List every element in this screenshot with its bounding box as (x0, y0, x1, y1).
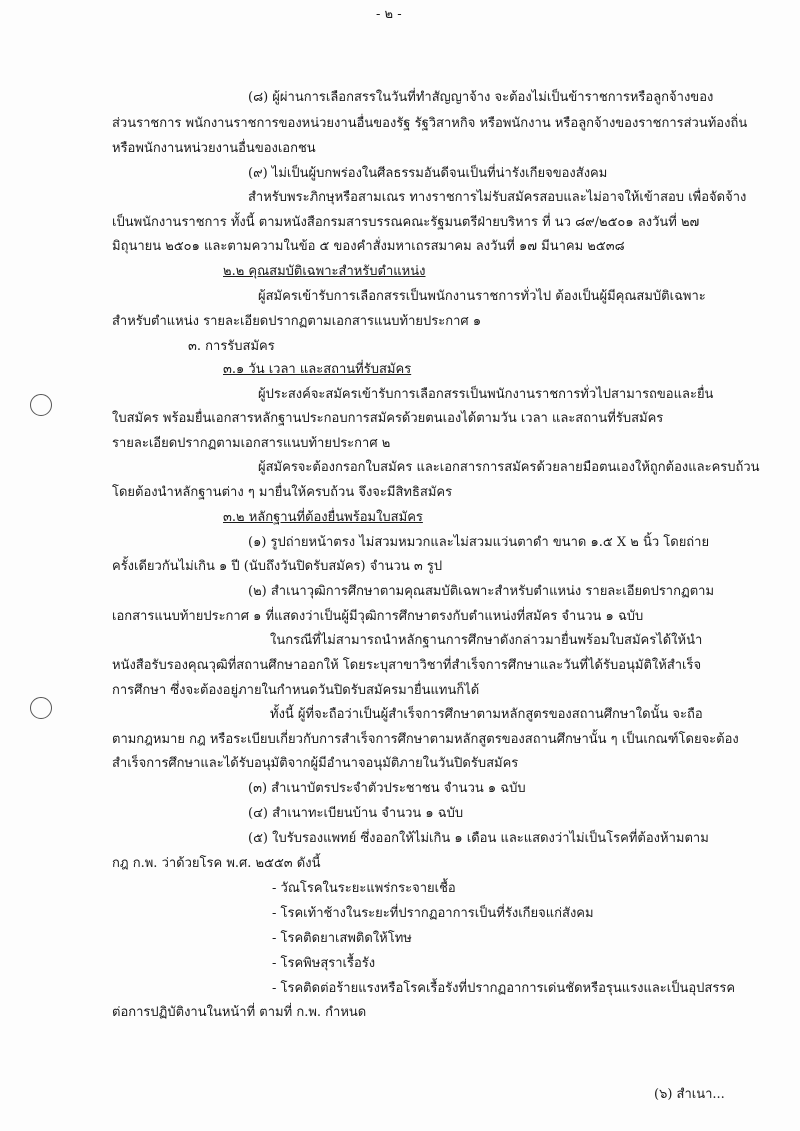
body-line: สำเร็จการศึกษาและได้รับอนุมัติจากผู้มีอำนาจอนุมัติภายในวันปิดรับสมัคร (112, 756, 519, 771)
body-line: สำหรับตำแหน่ง รายละเอียดปรากฏตามเอกสารแนบท้ายประกาศ ๑ (112, 314, 482, 329)
body-line: สำหรับพระภิกษุหรือสามเณร ทางราชการไม่รับสมัครสอบและไม่อาจให้เข้าสอบ เพื่อจัดจ้าง (248, 190, 747, 205)
body-line: ต่อการปฏิบัติงานในหน้าที่ ตามที่ ก.พ. กำหนด (112, 1005, 367, 1020)
body-line: ส่วนราชการ พนักงานราชการของหน่วยงานอื่นของรัฐ รัฐวิสาหกิจ หรือพนักงาน หรือลูกจ้างของราชการส่วนท้องถิ่น (112, 116, 748, 131)
body-line: หนังสือรับรองคุณวุฒิที่สถานศึกษาออกให้ โดยระบุสาขาวิชาที่สำเร็จการศึกษาและวันที่ได้รับอนุมัติให้สำเร็จ (112, 658, 702, 673)
list-item: - วัณโรคในระยะแพร่กระจายเชื้อ (272, 881, 456, 896)
list-item: - โรคเท้าช้างในระยะที่ปรากฏอาการเป็นที่รังเกียจแก่สังคม (272, 906, 594, 921)
section-heading: ๓.๑ วัน เวลา และสถานที่รับสมัคร (223, 362, 412, 377)
body-line: รายละเอียดปรากฏตามเอกสารแนบท้ายประกาศ ๒ (112, 436, 391, 451)
page-number: - ๒ - (376, 7, 402, 22)
body-line: (๙) ไม่เป็นผู้บกพร่องในศีลธรรมอันดีจนเป็นที่น่ารังเกียจของสังคม (248, 166, 608, 181)
body-line: ครั้งเดียวกันไม่เกิน ๑ ปี (นับถึงวันปิดรับสมัคร) จำนวน ๓ รูป (112, 559, 443, 574)
body-line: กฎ ก.พ. ว่าด้วยโรค พ.ศ. ๒๕๕๓ ดังนี้ (112, 856, 321, 871)
body-line: ผู้สมัครจะต้องกรอกใบสมัคร และเอกสารการสมัครด้วยลายมือตนเองให้ถูกต้องและครบถ้วน (258, 460, 760, 475)
list-item: - โรคพิษสุราเรื้อรัง (272, 956, 376, 971)
continuation-text: (๖) สำเนา... (654, 1087, 725, 1102)
punch-hole (30, 394, 52, 416)
body-line: (๔) สำเนาทะเบียนบ้าน จำนวน ๑ ฉบับ (248, 806, 464, 821)
body-line: (๒) สำเนาวุฒิการศึกษาตามคุณสมบัติเฉพาะสำหรับตำแหน่ง รายละเอียดปรากฏตาม (248, 584, 715, 599)
body-line: (๑) รูปถ่ายหน้าตรง ไม่สวมหมวกและไม่สวมแว่นตาดำ ขนาด ๑.๕ X ๒ นิ้ว โดยถ่าย (248, 535, 710, 550)
body-line: เป็นพนักงานราชการ ทั้งนี้ ตามหนังสือกรมสารบรรณคณะรัฐมนตรีฝ่ายบริหาร ที่ นว ๘๙/๒๕๐๑ ลงวันที่ ๒๗ (112, 215, 700, 230)
body-line: (๘) ผู้ผ่านการเลือกสรรในวันที่ทำสัญญาจ้าง จะต้องไม่เป็นข้าราชการหรือลูกจ้างของ (248, 90, 714, 105)
section-heading: ๓.๒ หลักฐานที่ต้องยื่นพร้อมใบสมัคร (223, 510, 423, 525)
body-line: (๕) ใบรับรองแพทย์ ซึ่งออกให้ไม่เกิน ๑ เดือน และแสดงว่าไม่เป็นโรคที่ต้องห้ามตาม (248, 831, 709, 846)
body-line: ทั้งนี้ ผู้ที่จะถือว่าเป็นผู้สำเร็จการศึกษาตามหลักสูตรของสถานศึกษาใดนั้น จะถือ (270, 707, 703, 722)
body-line: เอกสารแนบท้ายประกาศ ๑ ที่แสดงว่าเป็นผู้มีวุฒิการศึกษาตรงกับตำแหน่งที่สมัคร จำนวน ๑ ฉบับ (112, 609, 644, 624)
body-line: มิถุนายน ๒๕๐๑ และตามความในข้อ ๕ ของคำสั่งมหาเถรสมาคม ลงวันที่ ๑๗ มีนาคม ๒๕๓๘ (112, 239, 625, 254)
body-line: หรือพนักงานหน่วยงานอื่นของเอกชน (112, 141, 316, 156)
body-line: ผู้ประสงค์จะสมัครเข้ารับการเลือกสรรเป็นพนักงานราชการทั่วไปสามารถขอและยื่น (258, 387, 714, 402)
body-line: โดยต้องนำหลักฐานต่าง ๆ มายื่นให้ครบถ้วน จึงจะมีสิทธิสมัคร (112, 485, 453, 500)
punch-hole (30, 697, 52, 719)
list-item: - โรคติดยาเสพติดให้โทษ (272, 931, 412, 946)
body-line: (๓) สำเนาบัตรประจำตัวประชาชน จำนวน ๑ ฉบับ (248, 781, 526, 796)
body-line: ผู้สมัครเข้ารับการเลือกสรรเป็นพนักงานราชการทั่วไป ต้องเป็นผู้มีคุณสมบัติเฉพาะ (258, 289, 706, 304)
list-item: - โรคติดต่อร้ายแรงหรือโรคเรื้อรังที่ปรากฏอาการเด่นชัดหรือรุนแรงและเป็นอุปสรรค (272, 981, 736, 996)
section-heading: ๒.๒ คุณสมบัติเฉพาะสำหรับตำแหน่ง (223, 264, 426, 279)
body-line: การศึกษา ซึ่งจะต้องอยู่ภายในกำหนดวันปิดรับสมัครมายื่นแทนก็ได้ (112, 683, 480, 698)
body-line: ตามกฎหมาย กฎ หรือระเบียบเกี่ยวกับการสำเร็จการศึกษาตามหลักสูตรของสถานศึกษานั้น ๆ เป็นเกณฑ์โดยจะต้อง (112, 732, 739, 747)
section-heading: ๓. การรับสมัคร (188, 339, 275, 354)
body-line: ในกรณีที่ไม่สามารถนำหลักฐานการศึกษาดังกล่าวมายื่นพร้อมใบสมัครได้ให้นำ (270, 633, 703, 648)
body-line: ใบสมัคร พร้อมยื่นเอกสารหลักฐานประกอบการสมัครด้วยตนเองได้ตามวัน เวลา และสถานที่รับสมัคร (112, 411, 664, 426)
